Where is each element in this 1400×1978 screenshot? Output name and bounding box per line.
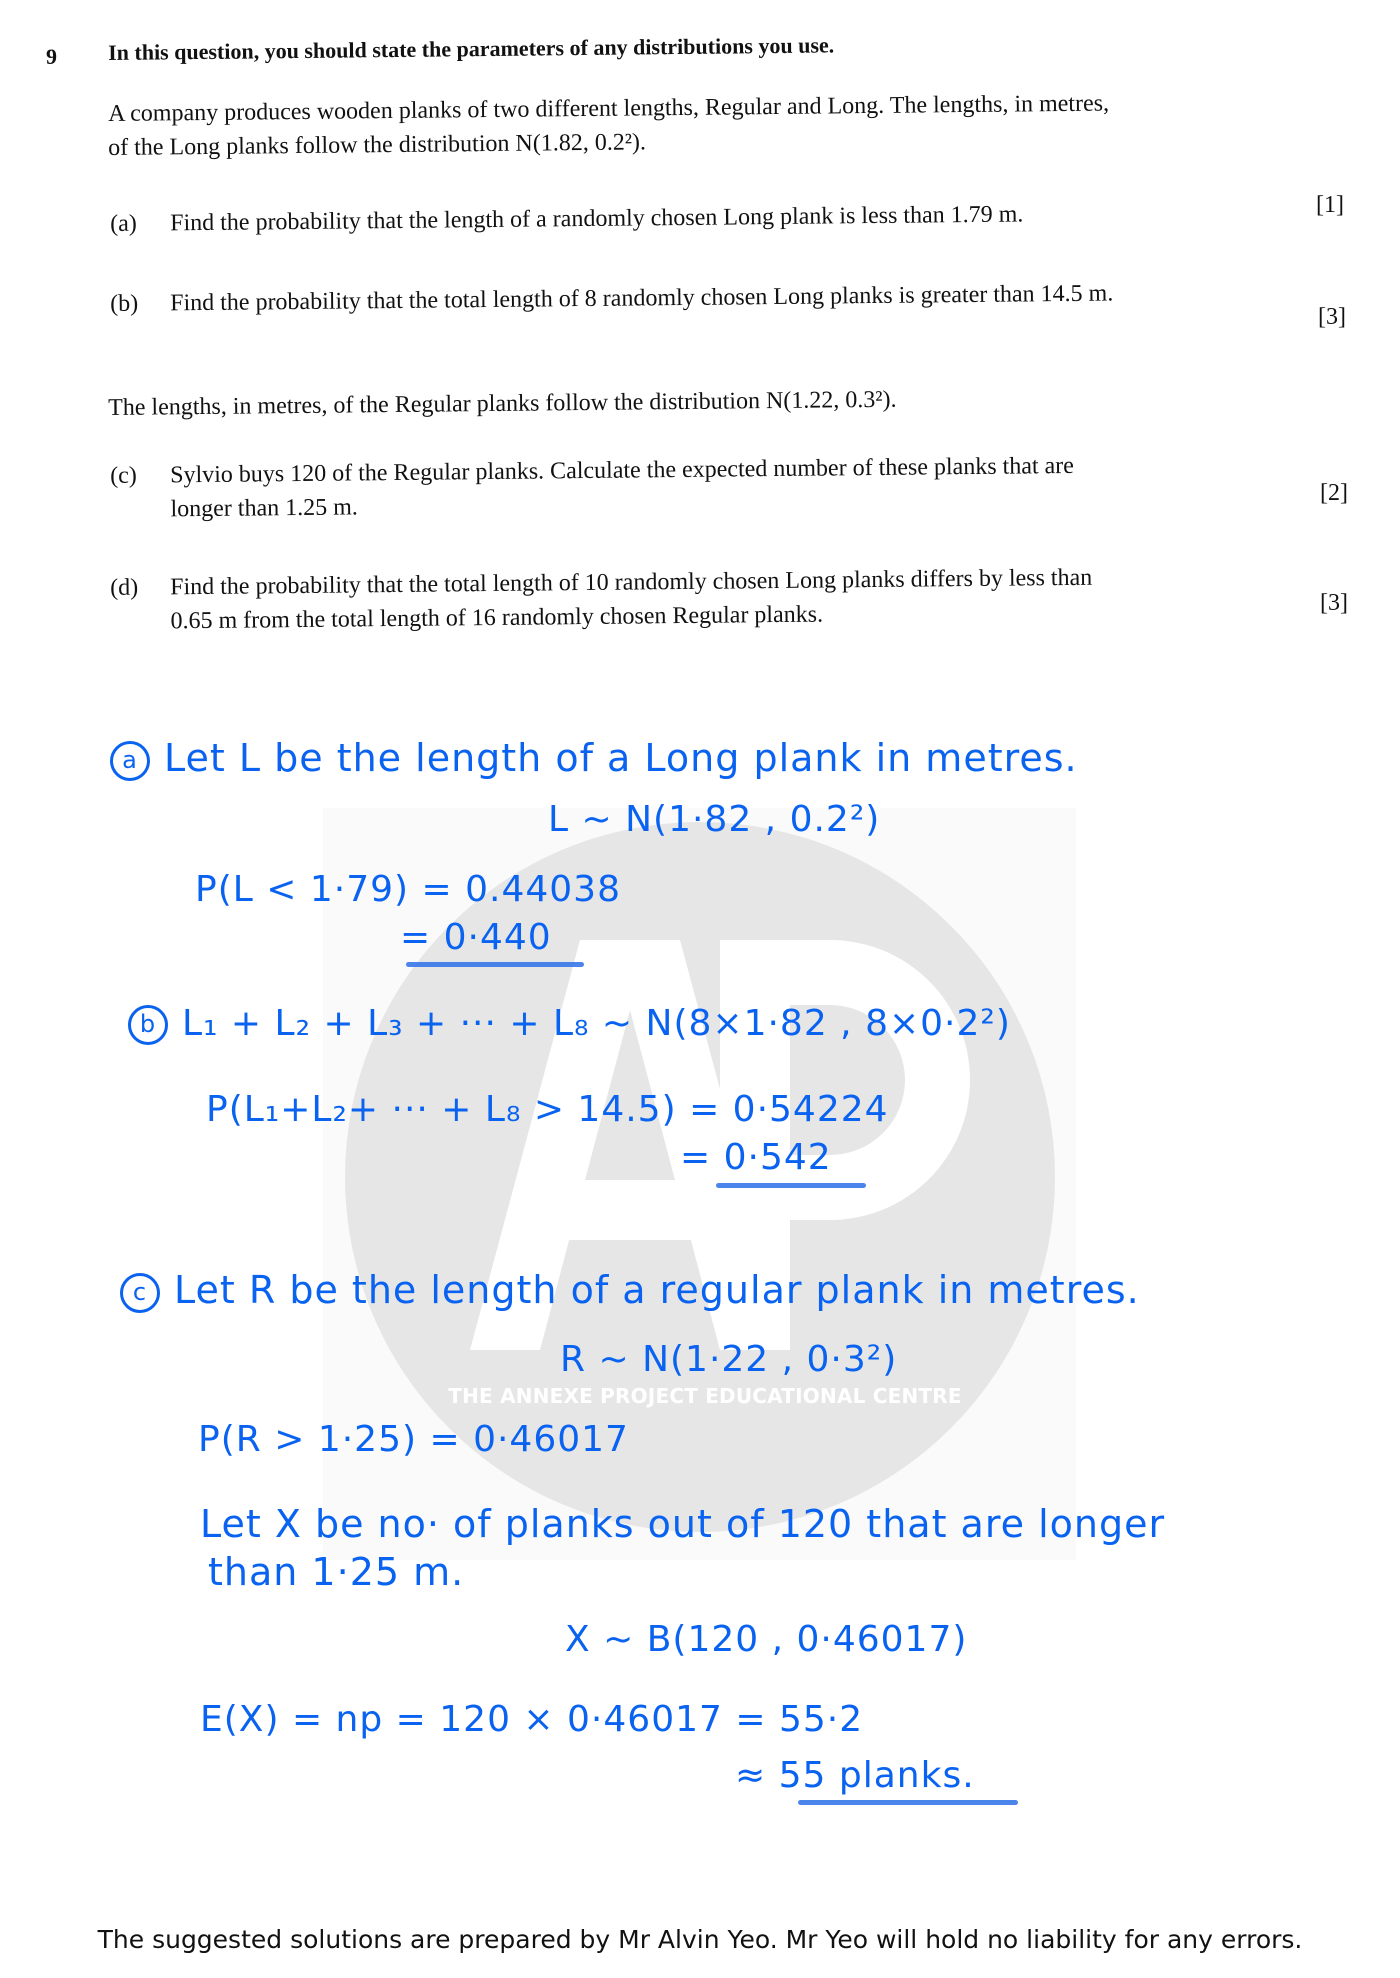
solution-a-line-3: P(L < 1·79) = 0.44038 [195, 869, 621, 910]
solution-b-line-1 [128, 1004, 1011, 1045]
part-text: Find the probability that the length of a randomly chosen Long plank is less than 1.79 m. [170, 201, 1024, 237]
solution-c-line-6: X ~ B(120 , 0·46017) [565, 1619, 968, 1660]
solution-a-line-2: L ~ N(1·82 , 0.2²) [548, 799, 881, 840]
solution-b-line-2: P(L₁+L₂+ ··· + L₈ > 14.5) = 0·54224 [206, 1089, 889, 1130]
marks-b: [3] [1318, 304, 1346, 330]
answer-underline [716, 1183, 866, 1188]
marks-a: [1] [1316, 192, 1344, 218]
answer-underline [406, 962, 584, 967]
watermark-caption: THE ANNEXE PROJECT EDUCATIONAL CENTRE [448, 1384, 962, 1408]
regular-intro: The lengths, in metres, of the Regular planks follow the distribution N(1.22, 0.3²). [108, 386, 897, 421]
solution-c-line-7: E(X) = np = 120 × 0·46017 = 55·2 [200, 1699, 864, 1740]
solution-text: L₁ + L₂ + L₃ + ··· + L₈ ~ N(8×1·82 , 8×0·2²) [182, 1003, 1011, 1044]
solution-c-line-5: than 1·25 m. [208, 1550, 465, 1594]
part-text-line-1: Sylvio buys 120 of the Regular planks. Calculate the expected number of these planks that are [170, 452, 1075, 489]
question-part-b [110, 275, 1350, 317]
part-label: (b) [110, 290, 139, 317]
question-intro-line-2: of the Long planks follow the distribution N(1.82, 0.2²). [108, 129, 647, 161]
solution-text: Let R be the length of a regular plank in metres. [174, 1268, 1140, 1312]
question-instruction: In this question, you should state the parameters of any distributions you use. [108, 32, 835, 65]
question-number: 9 [46, 44, 57, 69]
question-part-c [110, 447, 1350, 523]
solution-a-line-1 [110, 738, 1078, 781]
question-intro-line-1: A company produces wooden planks of two different lengths, Regular and Long. The lengths, in metres, [108, 90, 1110, 127]
part-b-marker-icon: b [128, 1005, 168, 1045]
question-part-a [110, 195, 1350, 237]
solution-a-line-4: = 0·440 [400, 917, 552, 958]
solution-b-line-3: = 0·542 [680, 1137, 832, 1178]
solution-c-line-4: Let X be no· of planks out of 120 that are longer [200, 1502, 1166, 1546]
part-text-line-1: Find the probability that the total length of 10 randomly chosen Long planks differs by less than [170, 564, 1093, 601]
part-a-marker-icon: a [110, 741, 150, 781]
part-text-line-2: 0.65 m from the total length of 16 randomly chosen Regular planks. [170, 601, 824, 635]
part-text: Find the probability that the total length of 8 randomly chosen Long planks is greater than 14.5 m. [170, 280, 1114, 317]
part-text-line-2: longer than 1.25 m. [170, 494, 358, 523]
part-label: (c) [110, 462, 137, 489]
marks-d: [3] [1320, 590, 1348, 616]
solution-c-line-1 [120, 1270, 1140, 1313]
answer-underline [798, 1800, 1018, 1805]
part-c-marker-icon: c [120, 1273, 160, 1313]
disclaimer-footer: The suggested solutions are prepared by Mr Alvin Yeo. Mr Yeo will hold no liability for any errors. [97, 1925, 1303, 1954]
part-label: (d) [110, 574, 139, 601]
part-label: (a) [110, 210, 137, 237]
solution-c-line-2: R ~ N(1·22 , 0·3²) [560, 1339, 898, 1380]
solution-text: Let L be the length of a Long plank in metres. [164, 736, 1078, 780]
solution-c-line-3: P(R > 1·25) = 0·46017 [198, 1419, 629, 1460]
marks-c: [2] [1320, 480, 1348, 506]
question-part-d [110, 559, 1350, 635]
solution-c-line-8: ≈ 55 planks. [735, 1755, 975, 1796]
